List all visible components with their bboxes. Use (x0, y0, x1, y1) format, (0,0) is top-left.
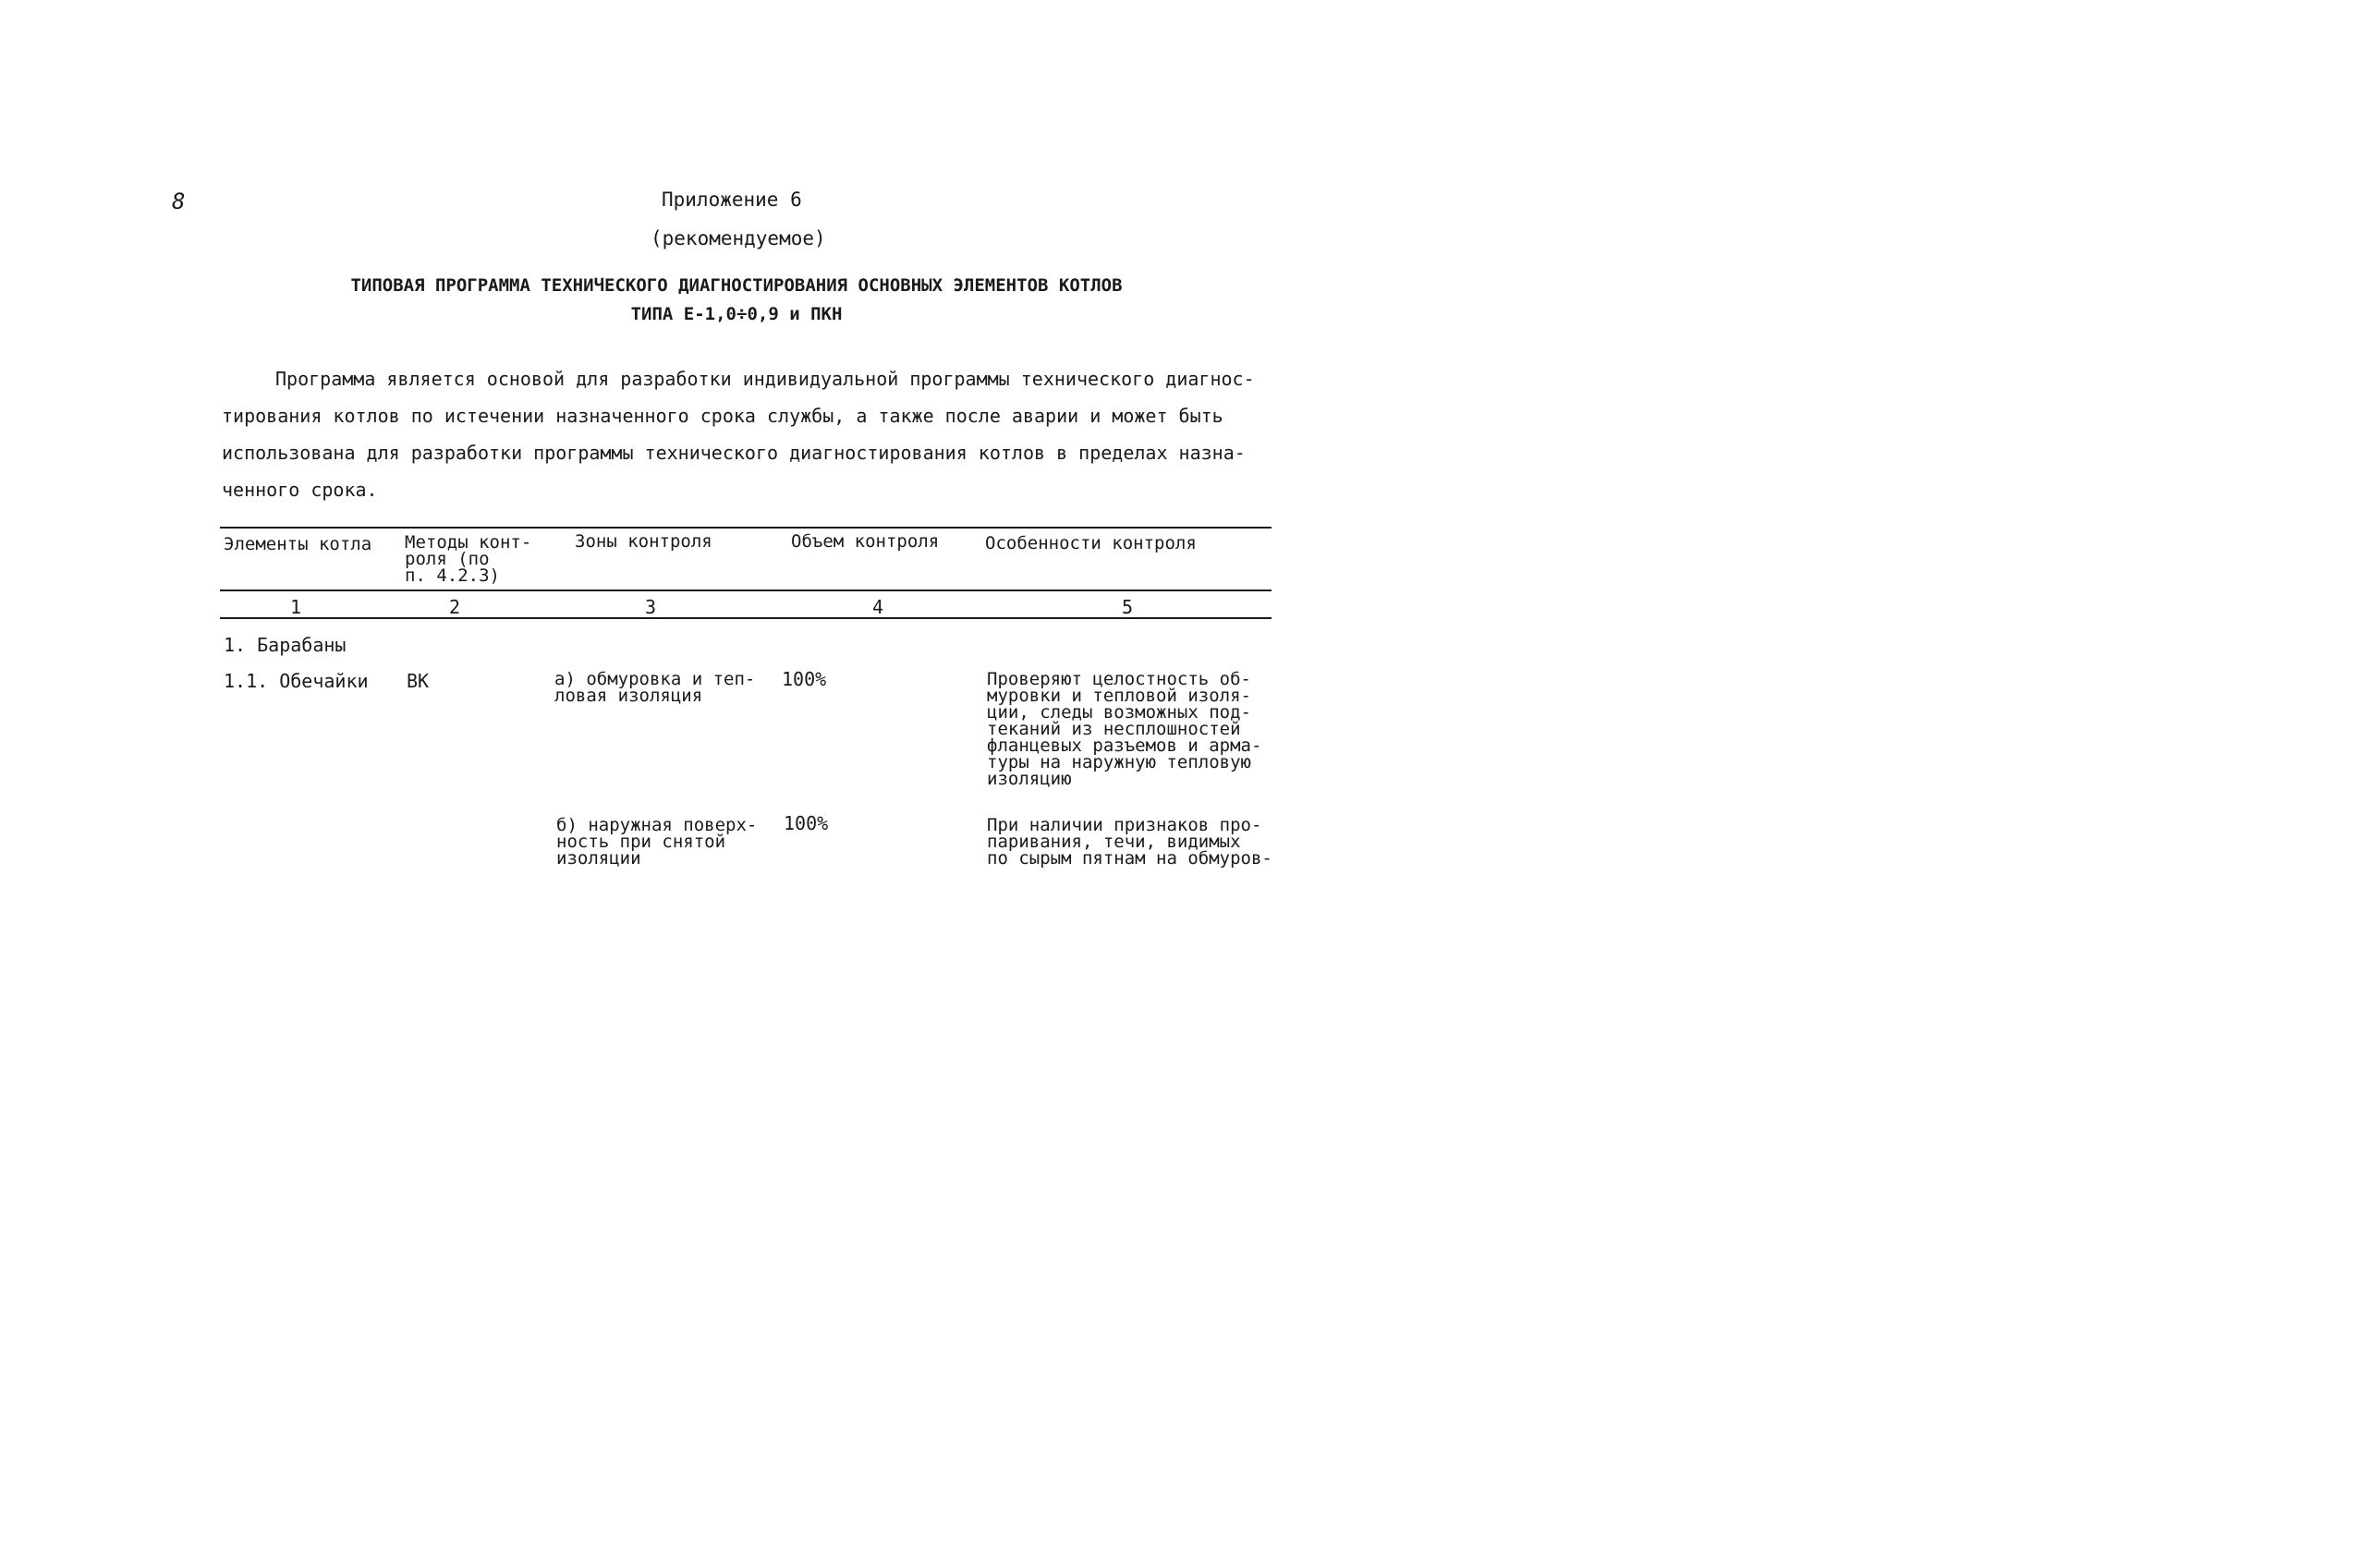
table-numbers-rule (220, 617, 1272, 619)
row-method: ВК (407, 670, 430, 692)
intro-line-1: Программа является основой для разработки индивидуальной программы технического диагнос- (275, 368, 1255, 390)
column-number-1: 1 (289, 596, 302, 618)
section-heading: 1. Барабаны (224, 634, 347, 656)
row-notes: Проверяют целостность об- муровки и тепловой изоля- ции, следы возможных под- теканий из несплошностей фланцевых разъемов и арма- туры на наружную тепловую изоляцию (987, 669, 1262, 789)
column-number-3: 3 (644, 596, 657, 618)
document-title-line-1: ТИПОВАЯ ПРОГРАММА ТЕХНИЧЕСКОГО ДИАГНОСТИРОВАНИЯ ОСНОВНЫХ ЭЛЕМЕНТОВ КОТЛОВ (350, 275, 1123, 296)
row-volume: 100% (784, 812, 829, 834)
row-volume: 100% (782, 668, 827, 690)
column-number-4: 4 (871, 596, 884, 618)
row-zone: б) наружная поверх- ность при снятой изоляции (556, 815, 758, 869)
page-number: 8 (172, 188, 186, 214)
row-zone: а) обмуровка и теп- ловая изоляция (554, 669, 756, 706)
column-header-elements: Элементы котла (224, 534, 372, 554)
document-title-line-2: ТИПА Е-1,0÷0,9 и ПКН (630, 304, 843, 324)
column-number-5: 5 (1121, 596, 1134, 618)
intro-line-4: ченного срока. (222, 479, 378, 501)
column-number-2: 2 (448, 596, 461, 618)
appendix-label: Приложение 6 (662, 188, 802, 211)
row-element: 1.1. Обечайки (224, 670, 369, 692)
table-header-rule (220, 590, 1272, 591)
column-header-volume: Объем контроля (791, 531, 940, 552)
table-top-rule (220, 527, 1272, 529)
intro-line-2: тирования котлов по истечении назначенного срока службы, а также после аварии и может быть (222, 405, 1223, 427)
intro-line-3: использована для разработки программы технического диагностирования котлов в пределах назна- (222, 442, 1246, 464)
column-header-features: Особенности контроля (985, 533, 1197, 553)
column-header-zones: Зоны контроля (575, 531, 712, 552)
row-notes: При наличии признаков про- паривания, течи, видимых по сырым пятнам на обмуров- (987, 815, 1272, 869)
recommended-label: (рекомендуемое) (651, 227, 826, 249)
column-header-methods: Методы конт- роля (по п. 4.2.3) (405, 532, 532, 586)
